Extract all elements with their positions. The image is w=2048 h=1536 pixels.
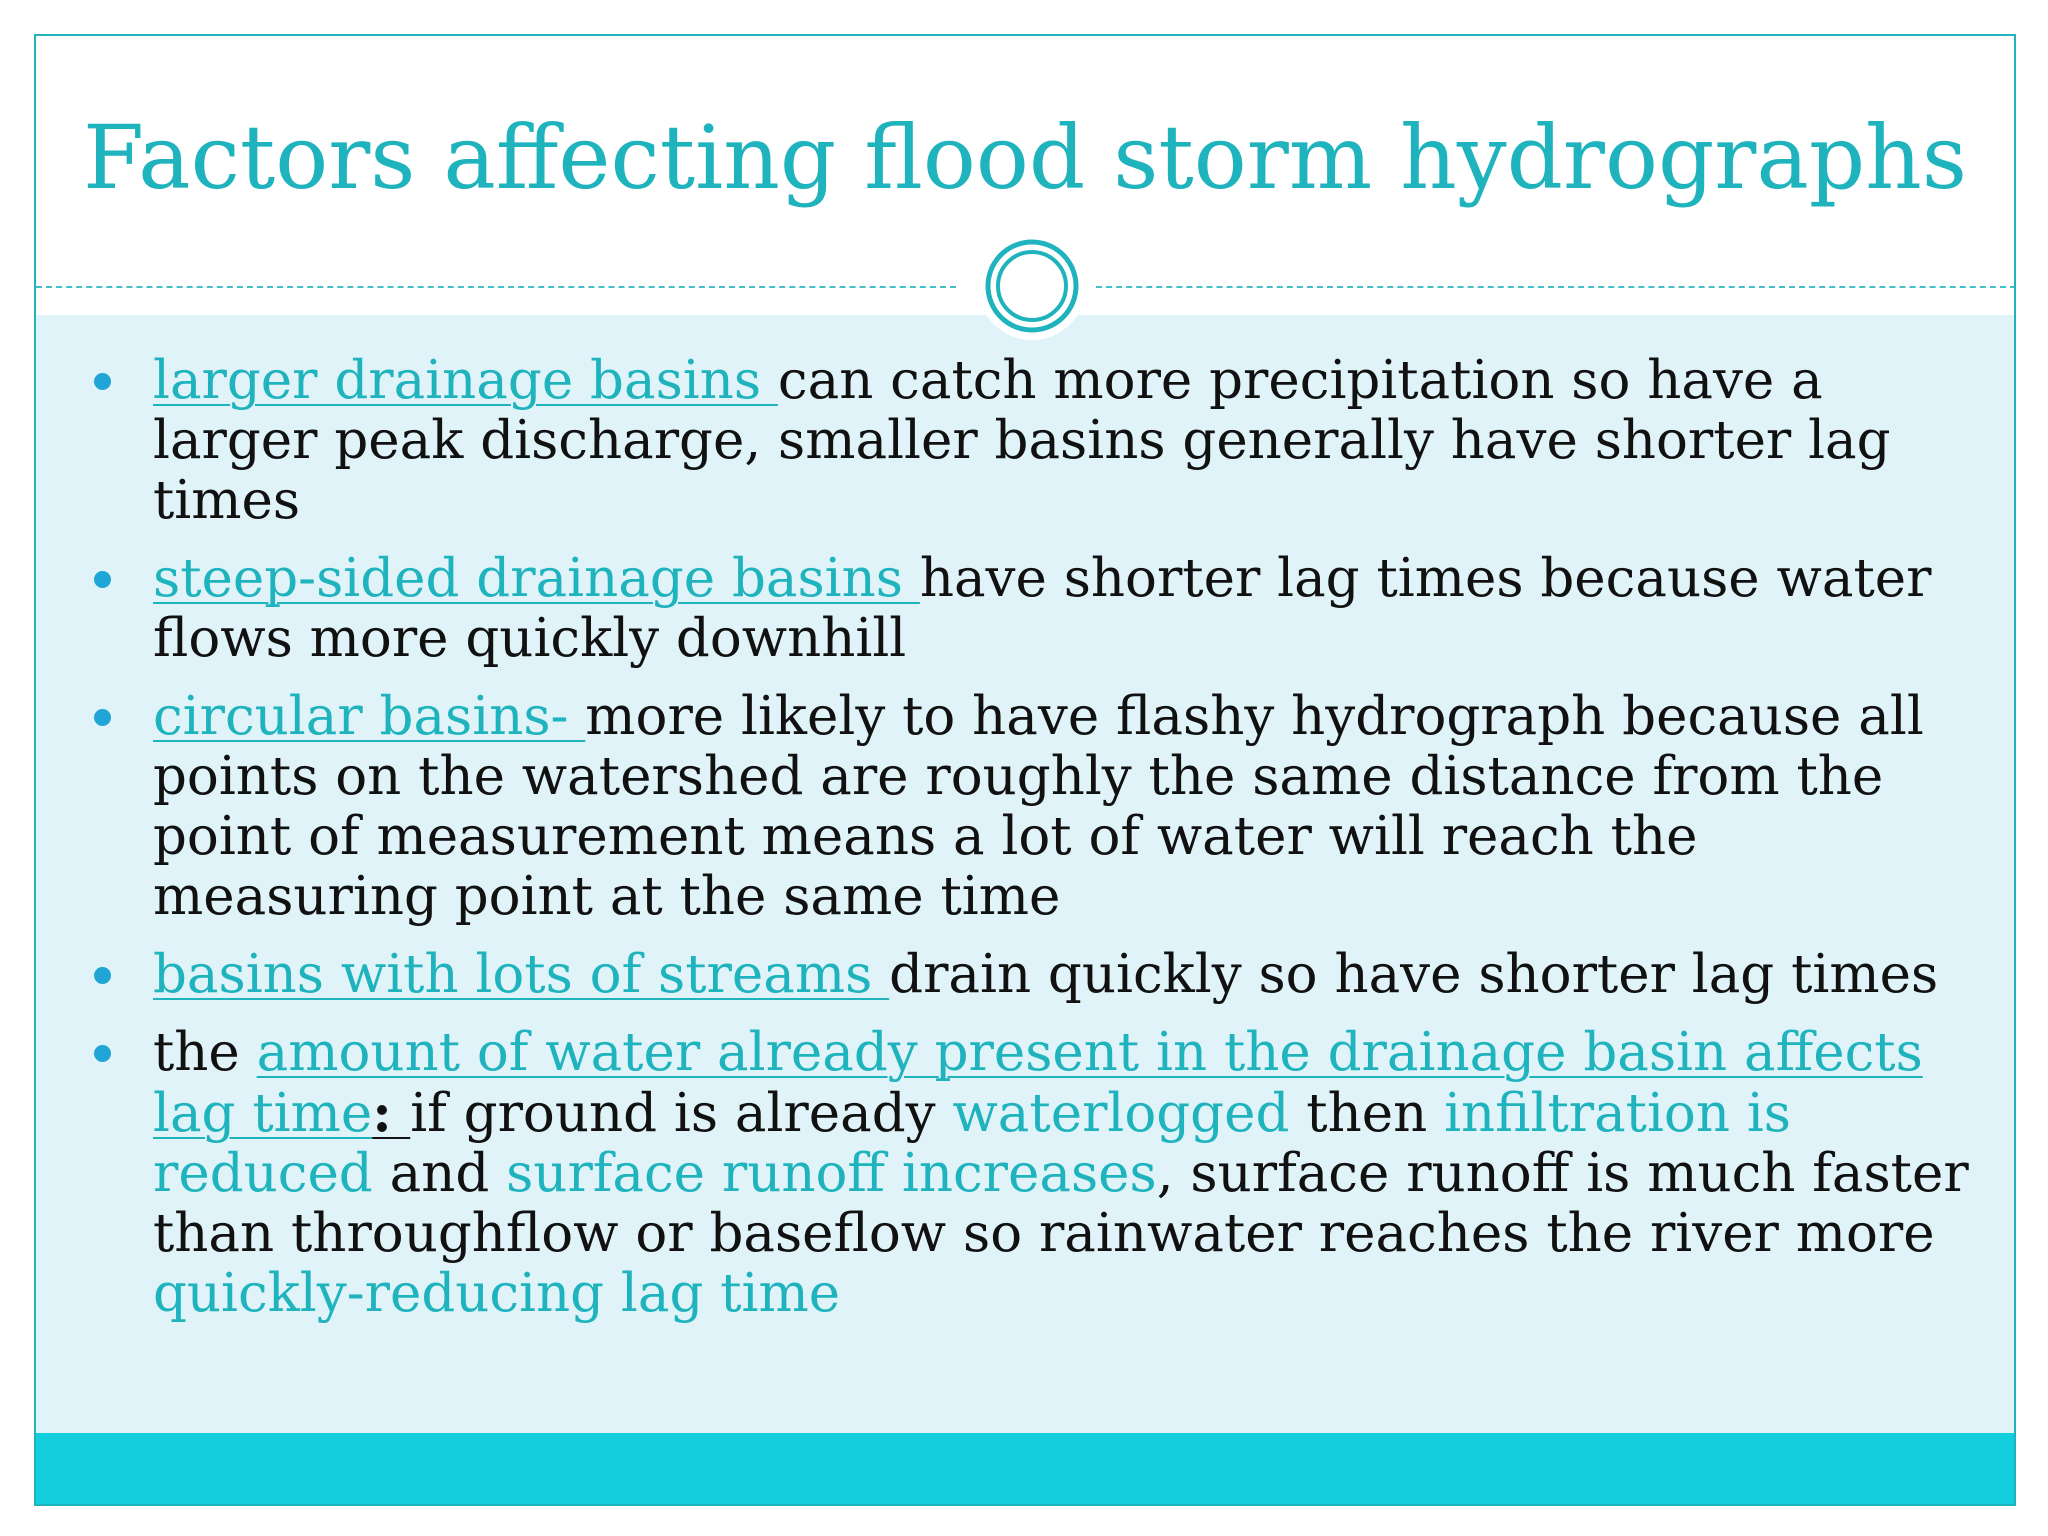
bullet-dot-icon xyxy=(94,571,111,588)
highlight-waterlogged: waterlogged xyxy=(952,1083,1290,1144)
bullet-dot-icon xyxy=(94,967,111,984)
slide xyxy=(34,34,2016,1506)
list-item xyxy=(36,1023,2014,1324)
bullet-list xyxy=(36,351,2014,1342)
bullet-text-prefix: the xyxy=(153,1022,257,1083)
list-item xyxy=(36,945,2014,1005)
bullet-text: and xyxy=(372,1143,507,1204)
bullet-text: more likely to have flashy hydrograph because all points on the watershed are roughly the same distance from the point of measurement means a lot of water will reach the measuring point at the same time xyxy=(153,686,1924,927)
bullet-dot-icon xyxy=(94,1045,111,1062)
bullet-link[interactable]: steep-sided drainage basins xyxy=(153,548,920,609)
divider-line-right xyxy=(1096,286,2016,288)
bullet-text: , surface runoff is much faster than throughflow or baseflow so rainwater reaches the river more xyxy=(153,1143,1969,1264)
bullet-link[interactable]: circular basins- xyxy=(153,686,586,747)
bullet-text: can catch more precipitation so have a larger peak discharge, smaller basins generally have shorter lag times xyxy=(153,350,1891,531)
highlight-lag-time: quickly-reducing lag time xyxy=(153,1263,841,1324)
bullet-link[interactable]: larger drainage basins xyxy=(153,350,778,411)
bullet-text: drain quickly so have shorter lag times xyxy=(889,944,1939,1005)
list-item xyxy=(36,687,2014,927)
bullet-text: have shorter lag times because water flows more quickly downhill xyxy=(153,548,1932,669)
highlight-infiltration: infiltration is reduced xyxy=(153,1083,1791,1204)
bullet-link[interactable]: amount of water already present in the drainage basin affects lag time xyxy=(153,1022,1923,1144)
bullet-dot-icon xyxy=(94,373,111,390)
highlight-surface-runoff: surface runoff increases xyxy=(506,1143,1157,1204)
slide-title: Factors affecting flood storm hydrographs xyxy=(83,106,1967,209)
list-item xyxy=(36,351,2014,531)
bullet-dot-icon xyxy=(94,709,111,726)
bullet-link[interactable]: basins with lots of streams xyxy=(153,944,890,1005)
divider-line-left xyxy=(36,286,956,288)
list-item xyxy=(36,549,2014,669)
ring-ornament-icon xyxy=(984,238,1080,334)
bullet-text: then xyxy=(1289,1083,1445,1144)
bullet-colon: : xyxy=(372,1082,411,1144)
footer-bar xyxy=(36,1433,2014,1506)
bullet-text: if ground is already xyxy=(410,1083,953,1144)
